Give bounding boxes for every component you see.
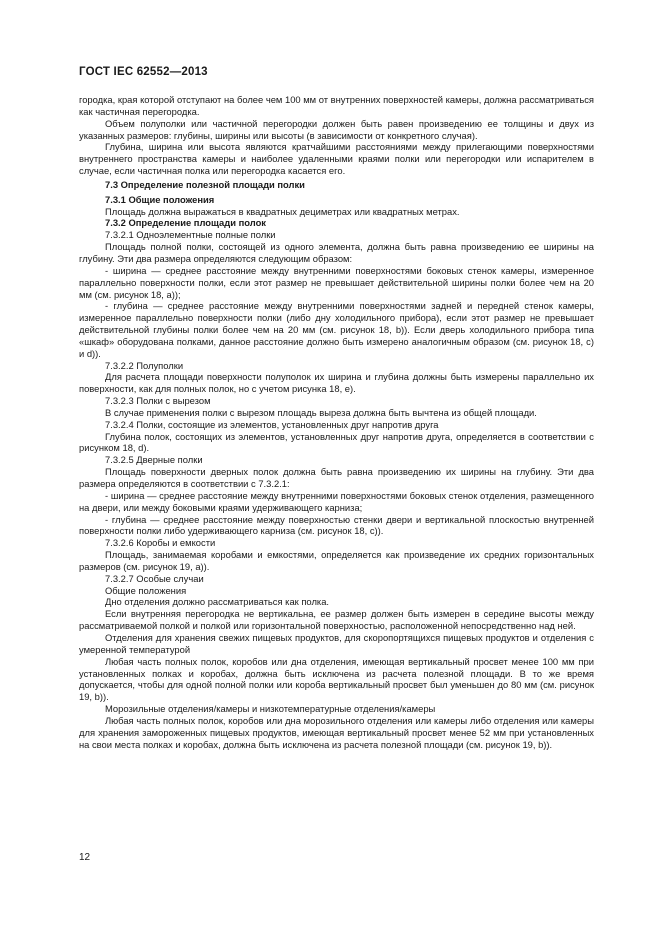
section-heading: 7.3.2.7 Особые случаи [105,572,204,584]
paragraph: Любая часть полных полок, коробов или дна морозильного отделения или камеры либо отделения или камеры для хранения замороженных пищевых продуктов, имеющая вертикальный просвет менее 52 мм при установленных на свои места полках и коробах, должна быть исключена из расчета полезной площади (см. рисунок 19, b)). [79,714,594,750]
paragraph: - ширина — среднее расстояние между внутренними поверхностями боковых стенок камеры, измеренное параллельно поверхности полки, если этот размер не превышает действительной ширины полки более чем на 20 мм (см. рисунок 18, a)); [79,264,594,300]
section-heading: 7.3.2.2 Полуполки [105,359,184,371]
paragraph: Объем полуполки или частичной перегородки должен быть равен произведению ее толщины и двух из указанных размеров: глубины, ширины или высоты (в зависимости от конкретного случая). [79,117,594,141]
section-heading: 7.3.2.6 Коробы и емкости [105,537,216,549]
section-heading: 7.3.2 Определение площади полок [105,217,266,229]
paragraph: Площадь поверхности дверных полок должна быть равна произведению их ширины на глубину. Эти два размера определяются в соответствии с 7.3.2.1: [79,466,594,489]
document-body [79,94,594,750]
page-number: 12 [79,852,91,863]
paragraph: Общие положения [105,584,187,596]
paragraph: Глубина, ширина или высота являются кратчайшими расстояниями между прилегающими поверхностями внутреннего пространства камеры и наиболее удаленными краями полки или перегородки или испарителем в случае, если частичная полка или перегородка касается его. [79,141,594,177]
paragraph: - глубина — среднее расстояние между внутренними поверхностями задней и передней стенок камеры, измеренное параллельно поверхности полки (либо дну холодильного прибора), если этот размер не превышает действительной глубины полки более чем на 20 мм (см. рисунок 18, b)). Если дверь холодильного прибора типа «шкаф» оборудована полками, данное расстояние должно быть измерено аналогичным образом (см. рисунок 18, c) и d)). [79,300,594,359]
paragraph: - ширина — среднее расстояние между внутренними поверхностями боковых стенок отделения, размещенного на двери, или между боковыми краями удерживающего карниза; [79,489,594,513]
paragraph: Если внутренняя перегородка не вертикальна, ее размер должен быть измерен в середине высоты между рассматриваемой полкой и полкой или горизонтальной поверхностью, расположенной непосредственно над ней. [79,608,594,632]
paragraph: Площадь, занимаемая коробами и емкостями, определяется как произведение их средних горизонтальных размеров (см. рисунок 19, a)). [79,549,594,572]
section-heading: 7.3.2.1 Одноэлементные полные полки [105,229,276,241]
section-heading: 7.3.1 Общие положения [105,193,215,205]
section-heading: 7.3 Определение полезной площади полки [105,178,305,190]
paragraph: Дно отделения должно рассматриваться как полка. [105,596,330,608]
paragraph: - глубина — среднее расстояние между поверхностью стенки двери и вертикальной плоскостью внутренней поверхности полки либо удерживающего карниза (см. рисунок 18, c)). [79,513,594,537]
paragraph: В случае применения полки с вырезом площадь выреза должна быть вычтена из общей площади. [105,406,537,418]
paragraph: Площадь должна выражаться в квадратных дециметрах или квадратных метрах. [105,205,460,217]
paragraph: Морозильные отделения/камеры и низкотемпературные отделения/камеры [105,703,436,715]
paragraph: городка, края которой отступают на более чем 100 мм от внутренних поверхностей камеры, должна рассматриваться как частичная перегородка. [79,94,594,117]
section-heading: 7.3.2.3 Полки с вырезом [105,395,211,407]
paragraph: Глубина полок, состоящих из элементов, установленных друг напротив друга, определяется в соответствии с рисунком 18, d). [79,430,594,454]
document-header: ГОСТ IEC 62552—2013 [79,66,208,78]
section-heading: 7.3.2.4 Полки, состоящие из элементов, установленных друг напротив друга [105,418,439,430]
paragraph: Площадь полной полки, состоящей из одного элемента, должна быть равна произведению ее ширины на глубину. Эти два размера определяются следующим образом: [79,241,594,264]
paragraph: Отделения для хранения свежих пищевых продуктов, для скоропортящихся пищевых продуктов и отделения с умеренной температурой [79,631,594,655]
section-heading: 7.3.2.5 Дверные полки [105,454,203,466]
paragraph: Для расчета площади поверхности полуполок их ширина и глубина должны быть измерены параллельно их поверхности, как для полных полок, но с учетом рисунка 18, e). [79,371,594,395]
paragraph: Любая часть полных полок, коробов или дна отделения, имеющая вертикальный просвет менее 100 мм при установленных полках и коробах, должна быть исключена из расчета полезной площади. В то же время допускается, чтобы для одной полной полки или короба вертикальный просвет был уменьшен до 80 мм (см. рисунок 19, b)). [79,655,594,703]
